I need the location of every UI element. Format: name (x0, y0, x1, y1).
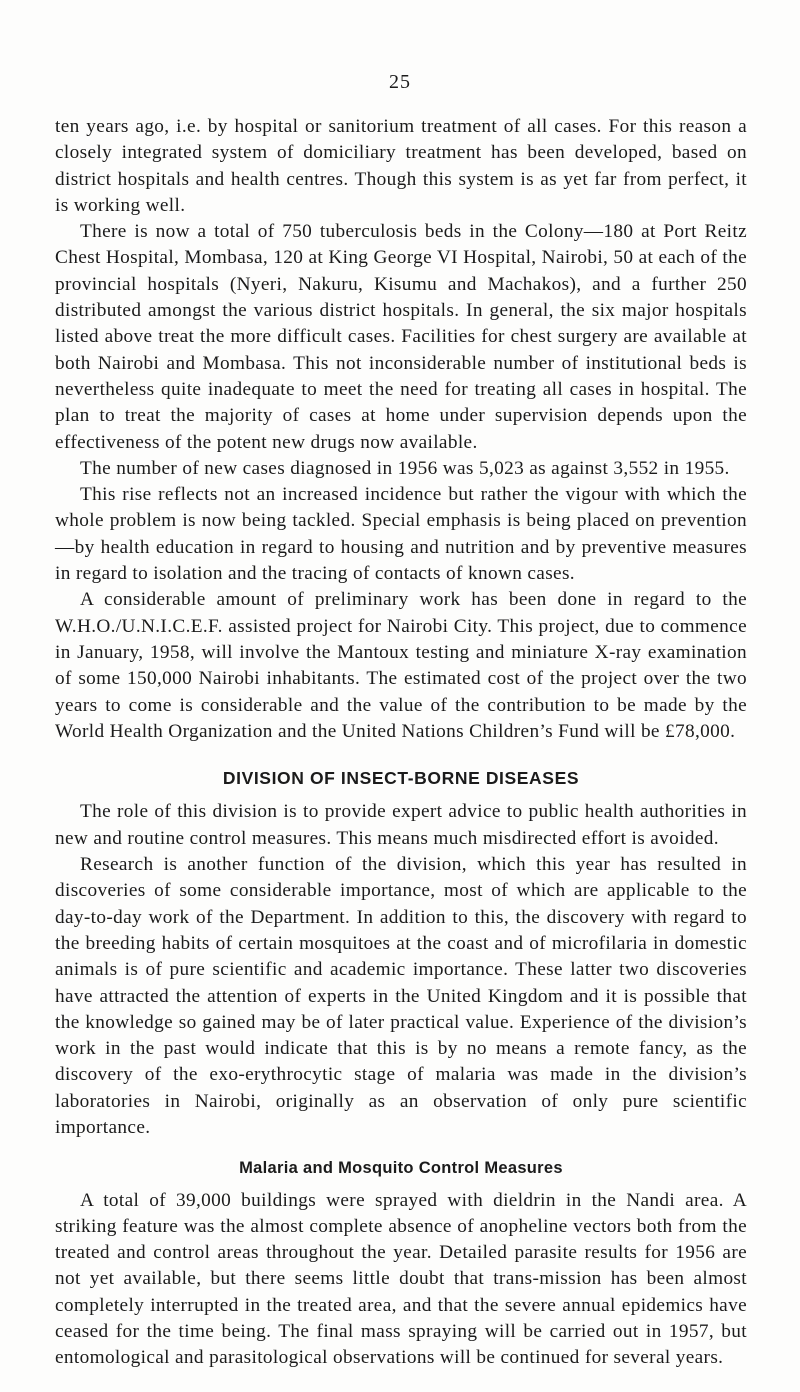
paragraph-division-role: The role of this division is to provide expert advice to public health authorities in new and routine control measures. This means much misdirected effort is avoided. (55, 801, 747, 849)
section-heading-insect-borne-diseases: DIVISION OF INSECT-BORNE DISEASES (222, 768, 580, 789)
page-number: 25 (389, 71, 411, 93)
paragraph-rise-reflects: This rise reflects not an increased incidence but rather the vigour with which the whole problem is now being tackled. Special emphasis is being placed on prevention—by health education in regard to housing and nutrition and by preventive measures in regard to isolation and the tracing of contacts of known cases. (55, 484, 747, 585)
paragraph-new-cases: The number of new cases diagnosed in 1956 was 5,023 as against 3,552 in 1955. (80, 457, 730, 479)
paragraph-malaria-spraying: A total of 39,000 buildings were sprayed with dieldrin in the Nandi area. A striking feature was the almost complete absence of anopheline vectors both from the treated and control areas throughout the year. Detailed parasite results for 1956 are not yet available, but there seems little doubt that trans-mission has been almost completely interrupted in the treated area, and that the severe annual epidemics have ceased for the time being. The final mass spraying will be carried out in 1957, but entomological and parasitological observations will be continued for several years. (55, 1189, 747, 1369)
body-text (55, 114, 747, 1372)
paragraph-who-unicef-project: A considerable amount of preliminary work has been done in regard to the W.H.O./U.N.I.C.E.F. assisted project for Nairobi City. This project, due to commence in January, 1958, will involve the Mantoux testing and miniature X-ray examination of some 150,000 Nairobi inhabitants. The estimated cost of the project over the two years to come is considerable and the value of the contribution to be made by the World Health Organization and the United Nations Children’s Fund will be £78,000. (55, 589, 747, 742)
subheading-malaria-control: Malaria and Mosquito Control Measures (239, 1159, 563, 1178)
paragraph-tuberculosis-beds: There is now a total of 750 tuberculosis beds in the Colony—180 at Port Reitz Chest Hospital, Mombasa, 120 at King George VI Hospital, Nairobi, 50 at each of the provincial hospitals (Nyeri, Nakuru, Kisumu and Machakos), and a further 250 distributed amongst the various district hospitals. In general, the six major hospitals listed above treat the more difficult cases. Facilities for chest surgery are available at both Nairobi and Mombasa. This not inconsiderable number of institutional beds is nevertheless quite inadequate to meet the need for treating all cases in hospital. The plan to treat the majority of cases at home under supervision depends upon the effectiveness of the potent new drugs now available. (55, 221, 747, 453)
paragraph-division-research: Research is another function of the division, which this year has resulted in discoveries of some considerable importance, most of which are applicable to the day-to-day work of the Department. In addition to this, the discovery with regard to the breeding habits of certain mosquitoes at the coast and of microfilaria in domestic animals is of pure scientific and academic importance. These latter two discoveries have attracted the attention of experts in the United Kingdom and it is possible that the knowledge so gained may be of later practical value. Experience of the division’s work in the past would indicate that this is by no means a remote fancy, as the discovery of the exo-erythrocytic stage of malaria was made in the division’s laboratories in Nairobi, originally as an observation of only pure scientific importance. (55, 854, 747, 1138)
paragraph-continuation: ten years ago, i.e. by hospital or sanitorium treatment of all cases. For this reason a closely integrated system of domiciliary treatment has been developed, based on district hospitals and health centres. Though this system is as yet far from perfect, it is working well. (55, 116, 747, 216)
